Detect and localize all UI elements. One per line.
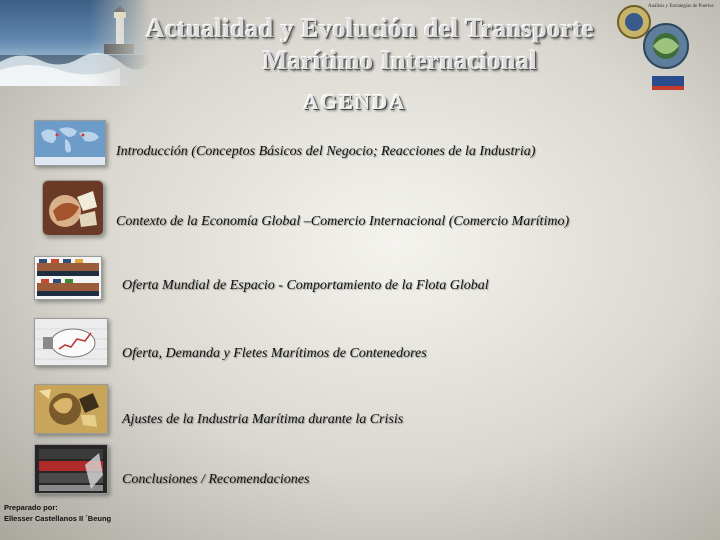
- broken-globe-icon: [34, 384, 108, 434]
- agenda-item[interactable]: [34, 384, 694, 444]
- page-title-line1: Actualidad y Evolución del Transporte: [145, 14, 595, 43]
- agenda-item[interactable]: [34, 444, 694, 504]
- logo-area: [612, 0, 720, 96]
- economy-graph-icon: [42, 180, 104, 236]
- world-map-icon: [34, 120, 106, 166]
- agenda-item[interactable]: [34, 180, 694, 240]
- port-logo-icon: [612, 0, 720, 96]
- page-title-line2: Marítimo Internacional: [262, 46, 538, 75]
- logo-caption: Análisis y Estrategias de Puertos: [648, 4, 714, 9]
- agenda-item-label: Ajustes de la Industria Marítima durante la Crisis: [122, 412, 404, 427]
- agenda-item[interactable]: [34, 256, 694, 316]
- agenda-item-label: Oferta Mundial de Espacio - Comportamiento de la Flota Global: [122, 278, 489, 293]
- lightbulb-chart-icon: [34, 318, 108, 366]
- agenda-item-label: Oferta, Demanda y Fletes Marítimos de Contenedores: [122, 346, 427, 361]
- footer-line1: Preparado por:: [4, 503, 58, 512]
- footer-line2: Ellesser Castellanos II ´Beung: [4, 514, 112, 523]
- law-supply-demand-icon: [34, 444, 108, 494]
- agenda-heading: AGENDA: [303, 90, 407, 114]
- agenda-item[interactable]: [34, 120, 694, 180]
- agenda-item-label: Introducción (Conceptos Básicos del Negocio; Reacciones de la Industria): [116, 144, 536, 159]
- agenda-item[interactable]: [34, 318, 694, 378]
- agenda-item-label: Contexto de la Economía Global –Comercio Internacional (Comercio Marítimo): [116, 214, 570, 229]
- footer-credit: [4, 502, 111, 524]
- agenda-item-label: Conclusiones / Recomendaciones: [122, 472, 310, 487]
- container-ship-icon: [34, 256, 102, 300]
